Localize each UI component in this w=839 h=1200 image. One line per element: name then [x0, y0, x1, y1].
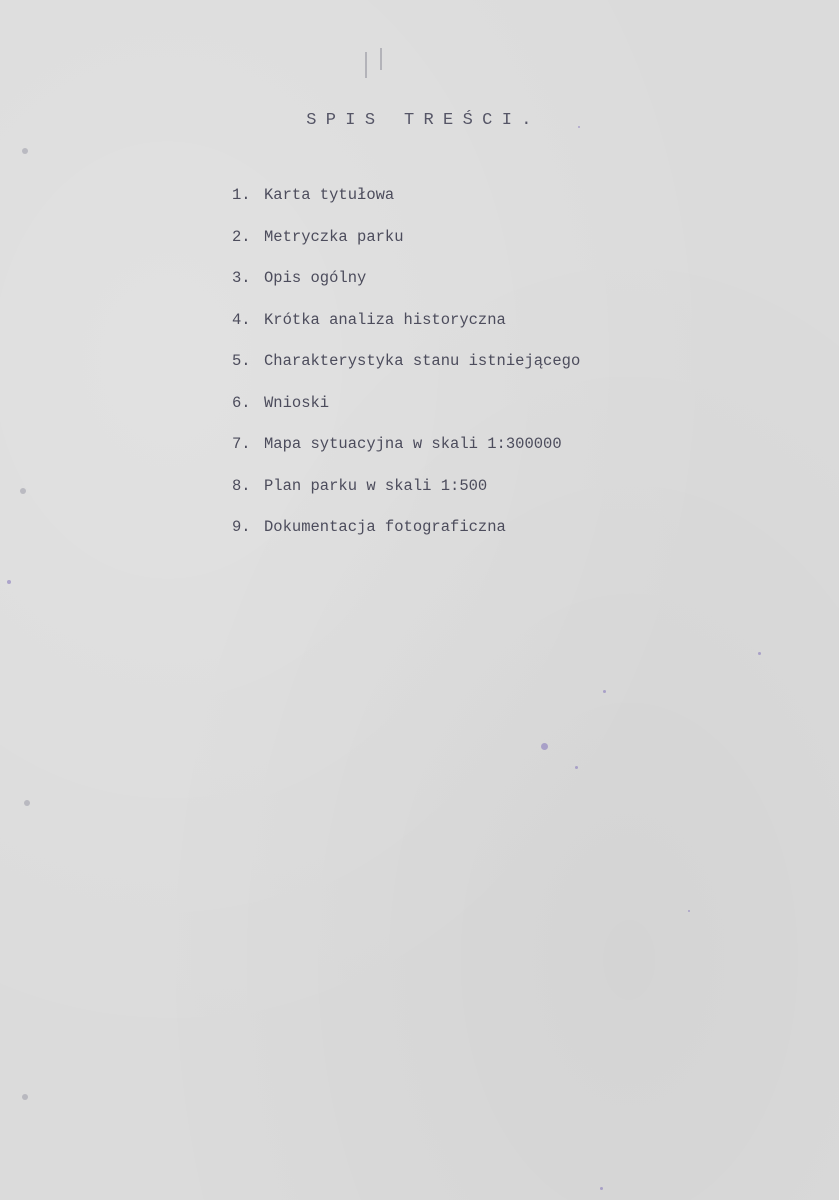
toc-item-text: Charakterystyka stanu istniejącego: [264, 352, 581, 370]
toc-item-number: 7.: [232, 435, 251, 453]
toc-item-5: [232, 350, 580, 392]
toc-item-number: 1.: [232, 186, 251, 204]
ink-speck: [541, 743, 548, 750]
ink-speck: [578, 126, 580, 128]
toc-item-text: Dokumentacja fotograficzna: [264, 518, 506, 536]
toc-item-number: 6.: [232, 393, 251, 412]
toc-item-7: [232, 433, 580, 475]
toc-item-4: [232, 309, 580, 351]
binder-hole-mark: [24, 800, 30, 806]
toc-item-8: [232, 475, 580, 517]
table-of-contents: [232, 184, 580, 558]
ink-speck: [758, 652, 761, 655]
page-title: SPIS TREŚCI.: [306, 111, 541, 130]
toc-item-text: Metryczka parku: [264, 227, 404, 246]
toc-item-number: 3.: [232, 269, 251, 287]
toc-item-text: Opis ogólny: [264, 269, 367, 287]
toc-item-text: Plan parku w skali 1:500: [264, 476, 488, 495]
toc-item-1: [232, 184, 580, 226]
toc-item-text: Wnioski: [264, 393, 330, 412]
binder-hole-mark: [22, 1094, 28, 1100]
toc-item-number: 4.: [232, 310, 251, 329]
pencil-mark: [360, 48, 390, 82]
toc-item-text: Krótka analiza historyczna: [264, 310, 506, 329]
binder-hole-mark: [22, 148, 28, 154]
toc-item-3: [232, 267, 580, 309]
toc-item-number: 5.: [232, 352, 251, 370]
toc-item-2: [232, 226, 580, 268]
toc-item-9: [232, 516, 580, 558]
ink-speck: [688, 910, 690, 912]
toc-item-number: 2.: [232, 227, 251, 246]
toc-item-number: 8.: [232, 476, 251, 495]
ink-speck: [7, 580, 11, 584]
ink-speck: [603, 690, 606, 693]
toc-item-6: [232, 392, 580, 434]
ink-speck: [575, 766, 578, 769]
binder-hole-mark: [20, 488, 26, 494]
toc-item-text: Mapa sytuacyjna w skali 1:300000: [264, 435, 562, 453]
ink-speck: [600, 1187, 603, 1190]
toc-item-text: Karta tytułowa: [264, 186, 395, 204]
toc-item-number: 9.: [232, 518, 251, 536]
